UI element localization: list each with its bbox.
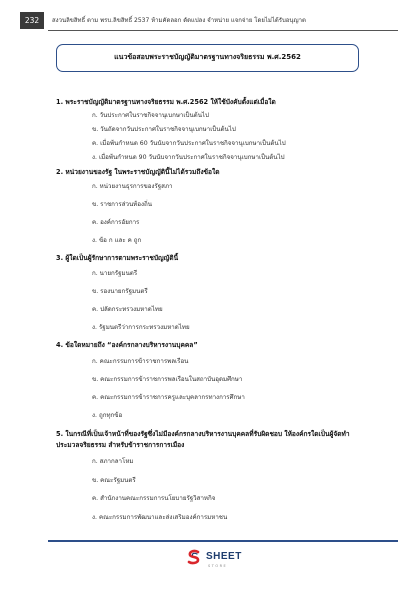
q1-option-a: ก. วันประกาศในราชกิจจานุเบกษาเป็นต้นไป <box>92 112 209 119</box>
q1-option-d: ง. เมื่อพ้นกำหนด 90 วันนับจากวันประกาศในราชกิจจานุเบกษาเป็นต้นไป <box>92 154 285 161</box>
q3-option-c: ค. ปลัดกระทรวงมหาดไทย <box>92 306 163 313</box>
q3-option-a: ก. นายกรัฐมนตรี <box>92 270 138 277</box>
logo-subtext: STORE <box>208 564 228 568</box>
q2-option-a: ก. หน่วยงานธุรการของรัฐสภา <box>92 183 173 190</box>
q4-option-d: ง. ถูกทุกข้อ <box>92 412 123 419</box>
footer-divider <box>48 540 398 542</box>
q3-option-d: ง. รัฐมนตรีว่าการกระทรวงมหาดไทย <box>92 324 190 331</box>
sheet-store-logo <box>186 547 246 577</box>
q4-option-a: ก. คณะกรรมการข้าราชการพลเรือน <box>92 358 189 365</box>
question-2: 2. หน่วยงานของรัฐ ในพระราชบัญญัตินี้ไม่ได้รวมถึงข้อใด <box>56 168 220 176</box>
q2-option-d: ง. ข้อ ก และ ค ถูก <box>92 237 142 244</box>
logo-wordmark: SHEET <box>206 551 242 562</box>
q5-option-d: ง. คณะกรรมการพัฒนาและส่งเสริมองค์การมหาชน <box>92 514 228 521</box>
page-header <box>0 0 416 30</box>
question-1: 1. พระราชบัญญัติมาตรฐานทางจริยธรรม พ.ศ.2562 ให้ใช้บังคับตั้งแต่เมื่อใด <box>56 98 276 106</box>
question-3: 3. ผู้ใดเป็นผู้รักษาการตามพระราชบัญญัตินี้ <box>56 254 179 262</box>
sheet-logo-icon <box>186 549 202 565</box>
q1-option-b: ข. วันถัดจากวันประกาศในราชกิจจานุเบกษาเป็นต้นไป <box>92 126 236 133</box>
copyright-notice: สงวนลิขสิทธิ์ ตาม พรบ.ลิขสิทธิ์ 2537 ห้ามคัดลอก ดัดแปลง จำหน่าย แจกจ่าย โดยไม่ได้รับอนุญาต <box>52 17 306 24</box>
q4-option-b: ข. คณะกรรมการข้าราชการพลเรือนในสถาบันอุดมศึกษา <box>92 376 243 383</box>
page-title: แนวข้อสอบพระราชบัญญัติมาตรฐานทางจริยธรรม พ.ศ.2562 <box>56 44 359 72</box>
q2-option-c: ค. องค์การอัยการ <box>92 219 140 226</box>
q1-option-c: ค. เมื่อพ้นกำหนด 60 วันนับจากวันประกาศในราชกิจจานุเบกษาเป็นต้นไป <box>92 140 286 147</box>
q3-option-b: ข. รองนายกรัฐมนตรี <box>92 288 148 295</box>
q5-option-b: ข. คณะรัฐมนตรี <box>92 477 136 484</box>
page-number: 232 <box>20 12 44 29</box>
q2-option-b: ข. ราชการส่วนท้องถิ่น <box>92 201 152 208</box>
q5-option-a: ก. สภากลาโหม <box>92 458 134 465</box>
q4-option-c: ค. คณะกรรมการข้าราชการครูและบุคลากรทางการศึกษา <box>92 394 245 401</box>
question-4: 4. ข้อใดหมายถึง “องค์กรกลางบริหารงานบุคคล” <box>56 341 198 349</box>
question-5: 5. ในกรณีที่เป็นเจ้าหน้าที่ของรัฐซึ่งไม่มีองค์กรกลางบริหารงานบุคคลที่รับผิดชอบ ให้องค์กรใดเป็นผู้จัดทำประมวลจริยธรรม สำหรับข้าราชการการเมือง <box>56 430 350 449</box>
q5-option-c: ค. สำนักงานคณะกรรมการนโยบายรัฐวิสาหกิจ <box>92 495 216 502</box>
header-divider <box>48 30 398 31</box>
